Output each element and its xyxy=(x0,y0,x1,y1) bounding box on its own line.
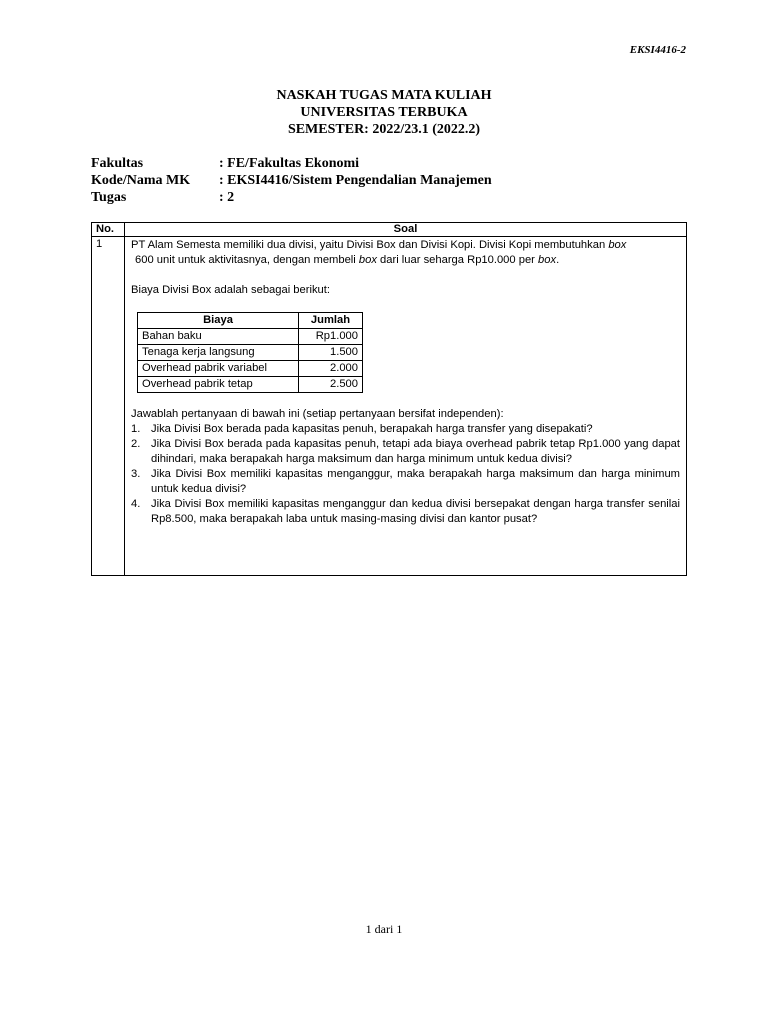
meta-value: : FE/Fakultas Ekonomi xyxy=(219,156,360,171)
question-text: Jika Divisi Box memiliki kapasitas menganggur dan kedua divisi bersepakat dengan harga transfer senilai Rp8.500, maka berapakah laba untuk masing-masing divisi dan kantor pusat? xyxy=(151,498,680,525)
cost-header-row xyxy=(138,313,363,329)
question-text: Jika Divisi Box memiliki kapasitas menganggur, maka berapakah harga maksimum dan harga minimum untuk kedua divisi? xyxy=(151,468,680,495)
cost-header-biaya: Biaya xyxy=(138,313,299,329)
cost-label: Overhead pabrik variabel xyxy=(138,361,299,377)
cost-label: Bahan baku xyxy=(138,329,299,345)
list-item xyxy=(131,422,680,437)
header-soal: Soal xyxy=(125,223,687,237)
meta-row-fakultas xyxy=(91,155,492,172)
question-number: 1. xyxy=(131,423,141,435)
question-cell xyxy=(125,237,687,576)
questions-intro: Jawablah pertanyaan di bawah ini (setiap pertanyaan bersifat independen): xyxy=(131,408,504,420)
meta-row-tugas xyxy=(91,189,492,206)
cost-table xyxy=(137,312,363,393)
question-table xyxy=(91,222,687,576)
cost-intro: Biaya Divisi Box adalah sebagai berikut: xyxy=(131,284,330,296)
meta-label: Fakultas xyxy=(91,156,144,171)
list-item xyxy=(131,497,680,527)
meta-label: Kode/Nama MK xyxy=(91,173,191,188)
meta-row-kode-mk xyxy=(91,172,492,189)
table-row xyxy=(138,329,363,345)
intro-italic: box xyxy=(538,254,557,266)
title-line-3: SEMESTER: 2022/23.1 (2022.2) xyxy=(287,122,481,137)
table-row xyxy=(138,377,363,393)
question-text: Jika Divisi Box berada pada kapasitas penuh, berapakah harga transfer yang disepakati? xyxy=(151,423,593,435)
list-item xyxy=(131,437,680,467)
table-row xyxy=(92,237,687,576)
cost-label: Overhead pabrik tetap xyxy=(138,377,299,393)
cost-amount: 1.500 xyxy=(299,345,363,361)
intro-text: dari luar seharga Rp10.000 per xyxy=(376,254,539,266)
table-row xyxy=(138,345,363,361)
meta-label: Tugas xyxy=(91,190,127,205)
cost-amount: 2.000 xyxy=(299,361,363,377)
intro-text: . xyxy=(556,254,560,266)
list-item xyxy=(131,467,680,497)
table-row xyxy=(138,361,363,377)
document-code: EKSI4416-2 xyxy=(629,44,686,56)
table-header-row xyxy=(92,223,687,237)
page-number: 1 dari 1 xyxy=(365,922,403,936)
intro-text: PT Alam Semesta memiliki dua divisi, yaitu Divisi Box dan Divisi Kopi. Divisi Kopi membutuhkan xyxy=(131,239,609,251)
cost-label: Tenaga kerja langsung xyxy=(138,345,299,361)
cost-amount: 2.500 xyxy=(299,377,363,393)
case-intro-line-2 xyxy=(131,253,680,268)
meta-value: : 2 xyxy=(219,190,235,205)
question-number: 2. xyxy=(131,438,141,450)
question-number: 4. xyxy=(131,498,141,510)
question-list xyxy=(131,422,680,527)
document-title xyxy=(0,87,768,138)
title-line-1: NASKAH TUGAS MATA KULIAH xyxy=(276,88,492,103)
intro-text: 600 unit untuk aktivitasnya, dengan membeli xyxy=(135,254,359,266)
course-info xyxy=(91,155,492,206)
cost-amount: Rp1.000 xyxy=(299,329,363,345)
header-no: No. xyxy=(92,223,125,237)
question-text: Jika Divisi Box berada pada kapasitas penuh, tetapi ada biaya overhead pabrik tetap Rp1.000 yang dapat dihindari, maka berapakah harga maksimum dan harga minimum untuk kedua divisi? xyxy=(151,438,680,465)
title-line-2: UNIVERSITAS TERBUKA xyxy=(300,105,468,120)
question-number: 3. xyxy=(131,468,141,480)
row-number: 1 xyxy=(92,237,125,576)
case-intro-line-1 xyxy=(131,238,680,253)
cost-header-jumlah: Jumlah xyxy=(299,313,363,329)
intro-italic: box xyxy=(608,239,627,251)
meta-value: : EKSI4416/Sistem Pengendalian Manajemen xyxy=(219,173,492,188)
intro-italic: box xyxy=(358,254,377,266)
